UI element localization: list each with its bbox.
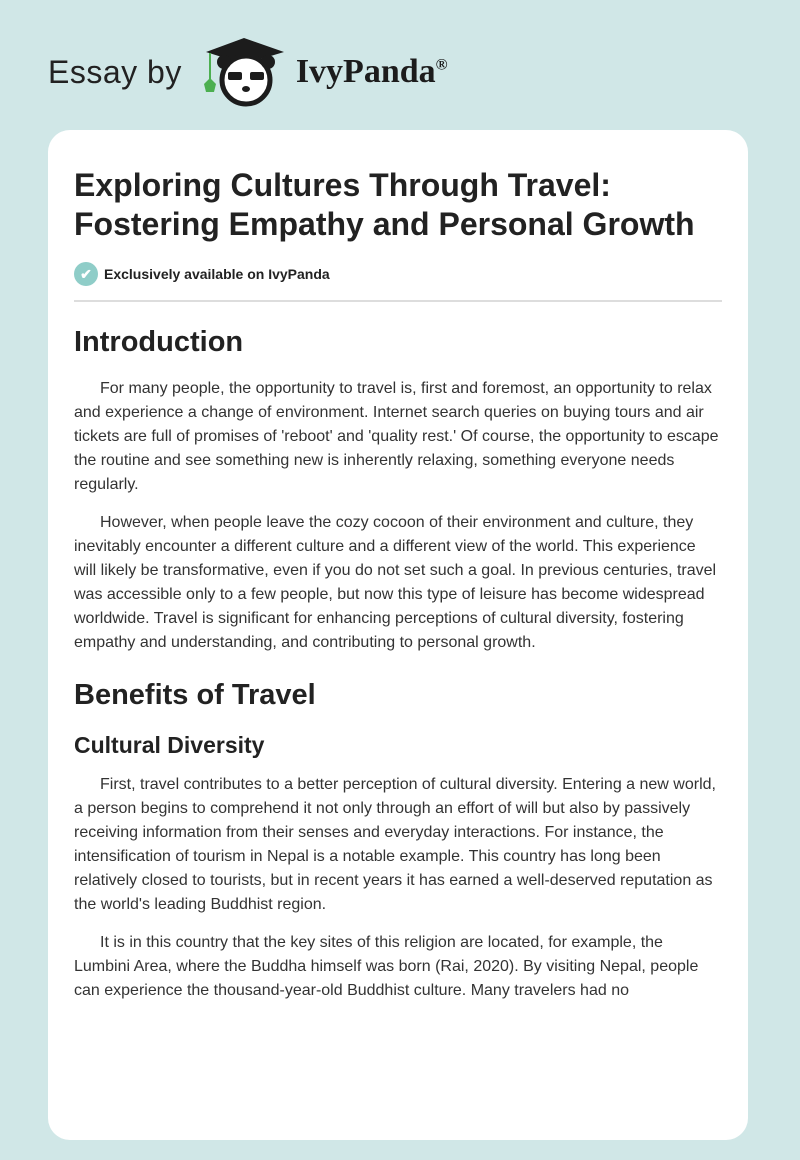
paragraph: It is in this country that the key sites of this religion are located, for example, the Lumbini Area, where the Buddha himself was born (Rai, 2020). By visiting Nepal, people can experience the thousand-year-old Buddhist culture. Many travelers had no xyxy=(74,934,699,999)
exclusive-badge xyxy=(74,262,722,302)
brand-name: IvyPanda® xyxy=(295,53,448,90)
section-heading: Introduction xyxy=(74,326,244,358)
essay-title: Exploring Cultures Through Travel: Fostering Empathy and Personal Growth xyxy=(74,167,695,242)
ivypanda-logo-icon xyxy=(198,34,290,110)
check-icon: ✔ xyxy=(74,262,98,286)
badge-text: Exclusively available on IvyPanda xyxy=(104,266,330,282)
essay-by-label: Essay by xyxy=(48,53,182,90)
essay-card xyxy=(48,130,748,1140)
paragraph: For many people, the opportunity to travel is, first and foremost, an opportunity to relax and experience a change of environment. Internet search queries on buying tours and air tickets are full of promises of 'reboot' and 'quality rest.' Of course, the opportunity to escape the routine and see something new is inherently relaxing, something everyone needs regularly. xyxy=(74,380,719,493)
paragraph: First, travel contributes to a better perception of cultural diversity. Entering a new world, a person begins to comprehend it not only through an effort of will but also by passively receiving information from their senses and everyday interactions. For instance, the intensification of tourism in Nepal is a notable example. This country has long been relatively closed to tourists, but in recent years it has earned a well-deserved reputation as the world's leading Buddhist region. xyxy=(74,776,716,913)
paragraph: However, when people leave the cozy cocoon of their environment and culture, they inevitably encounter a different culture and a different view of the world. This experience will likely be transformative, even if you do not set such a goal. In previous centuries, travel was accessible only to a few people, but now this type of leisure has become widespread worldwide. Travel is significant for enhancing perceptions of cultural diversity, fostering empathy and understanding, and contributing to personal growth. xyxy=(74,514,717,651)
section-heading: Benefits of Travel xyxy=(74,679,316,711)
subsection-heading: Cultural Diversity xyxy=(74,732,265,758)
brand-header xyxy=(48,34,448,110)
